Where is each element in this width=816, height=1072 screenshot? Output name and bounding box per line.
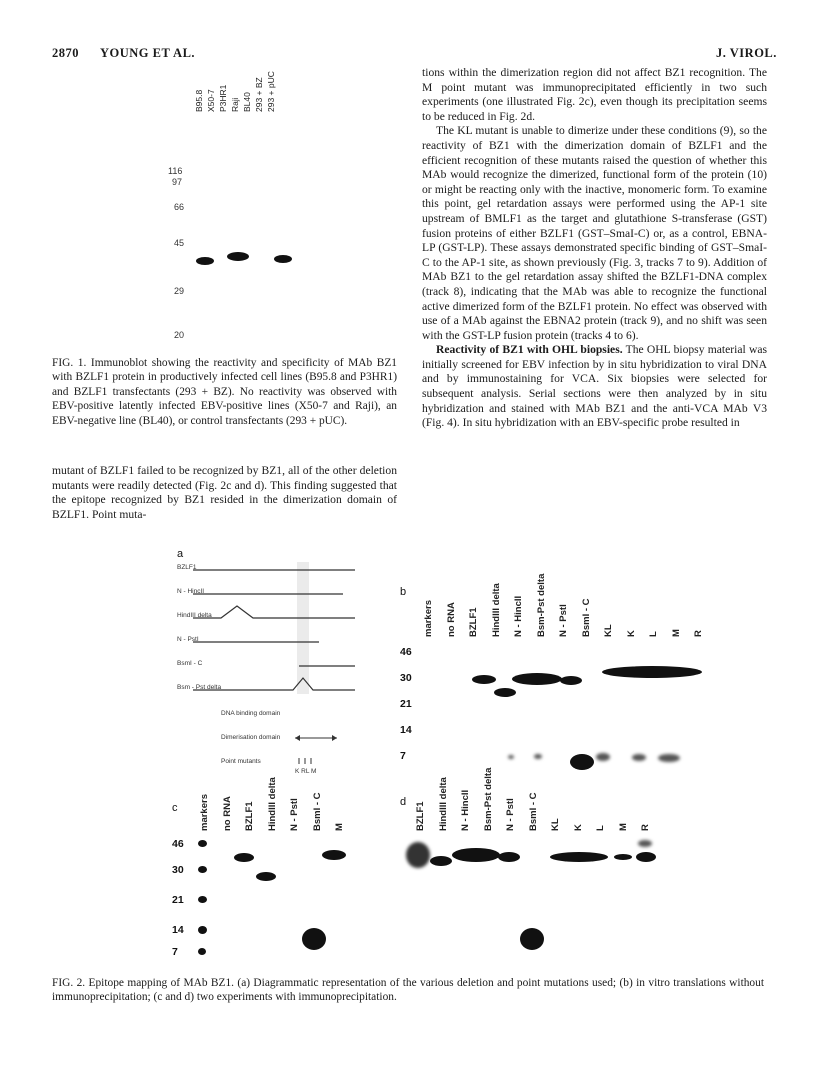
fig1-caption-text: Immunoblot showing the reactivity and specificity of MAb BZ1 with BZLF1 protein in productively infected cell lines (B95.8 and P3HR1) and BZLF1 transfectants (293 + BZ). No reactivity was observed with EBV-positive latently infected EBV-positive lines (X50-7 and Raji), an EBV-negative line (BL40), or control transfectants (293 + pUC).: [52, 357, 398, 427]
mw-7: 7: [400, 750, 406, 762]
fig1-lane-label: P3HR1: [218, 84, 228, 112]
mw-21: 21: [400, 698, 412, 710]
construct-label: HindIII delta: [177, 612, 212, 619]
marker-band: [198, 896, 207, 903]
mw-30: 30: [400, 672, 412, 684]
marker-band: [198, 926, 207, 934]
page-number: 2870: [52, 46, 79, 60]
fig1-caption: [52, 356, 397, 428]
band: [494, 688, 516, 697]
lane-label: BZLF1: [468, 607, 479, 637]
band: [512, 673, 562, 685]
construct-label: BsmI - C: [177, 660, 203, 667]
lane-label: no RNA: [221, 796, 233, 831]
panel-d-letter: d: [400, 796, 407, 808]
lane-label: K: [572, 824, 584, 831]
band: [632, 754, 646, 761]
band: [520, 928, 544, 950]
fig2-panel-b: [400, 548, 704, 783]
lane-label: KL: [550, 818, 561, 831]
fig2-panel-a: [175, 548, 395, 783]
lane-label: M: [334, 823, 345, 831]
band: [614, 854, 632, 860]
fig1-mw-66: 66: [174, 202, 185, 212]
mw-14: 14: [400, 724, 412, 736]
fig1-mw-45: 45: [174, 238, 185, 248]
mw-46: 46: [400, 646, 412, 658]
lane-label: L: [648, 631, 659, 637]
band: [234, 853, 254, 862]
band: [472, 675, 496, 684]
fig1-lane-label: BL40: [242, 92, 252, 112]
lane-label: Bsm-Pst delta: [535, 573, 547, 637]
band: [560, 676, 582, 685]
band: [658, 754, 680, 762]
band: [638, 840, 652, 847]
fig1-lane-label: 293 + BZ: [254, 77, 264, 112]
running-journal: J. VIROL.: [716, 46, 777, 60]
line-hindiii-delta: [193, 606, 355, 618]
marker-band: [198, 840, 207, 847]
mw-7: 7: [172, 946, 178, 958]
marker-band: [198, 948, 206, 955]
fig1-band-293bz: [274, 255, 292, 263]
panel-a-letter: a: [177, 548, 184, 560]
dimerization-shade: [297, 562, 309, 694]
right-paragraph-3-text: The OHL biopsy material was initially screened for EBV infection by in situ hybridization to viral DNA and by immunostaining for VCA. Six biopsies were selected for subsequent analysis. Serial sections were then analyzed by in situ hybridization and stained with MAb BZ1 and the anti-VCA MAb V3 (Fig. 4). In situ hybridization with an EBV-specific probe resulted in: [422, 343, 767, 430]
fig2-caption-lead: FIG. 2.: [52, 977, 86, 989]
panel-c-letter: c: [172, 802, 178, 814]
lane-label: L: [595, 825, 606, 831]
lane-label: BZLF1: [244, 801, 255, 831]
right-paragraph-1: tions within the dimerization region did not affect BZ1 recognition. The M point mutant was immunoprecipitated efficiently in two such experiments (one illustrated Fig. 2c), even though its precipitation seems to be reduced in Fig. 2d.: [422, 66, 767, 123]
band: [452, 848, 500, 862]
band: [406, 842, 430, 868]
lane-label: BsmI - C: [580, 598, 592, 637]
band: [322, 850, 346, 860]
band: [534, 754, 542, 759]
fig1-band-p3hr1: [227, 252, 249, 261]
lane-label: KL: [603, 624, 614, 637]
lane-label: HindIII delta: [490, 583, 502, 637]
lane-label: N - PstI: [505, 798, 516, 831]
construct-label: N - HincII: [177, 588, 205, 595]
running-authors: YOUNG ET AL.: [100, 46, 196, 60]
lane-label: N - HincII: [513, 595, 524, 637]
arrow-head-left: [295, 735, 300, 741]
construct-lines: [175, 548, 395, 783]
band: [550, 852, 608, 862]
legend-point-mutants: Point mutants: [221, 758, 261, 765]
mw-14: 14: [172, 924, 184, 936]
lane-label: N - PstI: [558, 604, 569, 637]
band: [636, 852, 656, 862]
lane-label: BsmI - C: [527, 792, 539, 831]
legend-dimerisation: Dimerisation domain: [221, 734, 281, 741]
fig1-caption-lead: FIG. 1.: [52, 357, 87, 369]
marker-band: [198, 866, 207, 873]
band: [602, 666, 702, 678]
fig1-lane-label: X50-7: [206, 89, 216, 112]
band: [302, 928, 326, 950]
point-mutant-letters: K RL M: [295, 768, 317, 775]
fig1-mw-97: 97: [172, 177, 183, 187]
fig2-panel-d: [400, 767, 700, 970]
mw-30: 30: [172, 864, 184, 876]
lane-label: R: [693, 630, 704, 637]
left-paragraph: mutant of BZLF1 failed to be recognized by BZ1, all of the other deletion mutants were readily detected (Fig. 2c and d). This finding suggested that the epitope recognized by BZ1 resided in the dimerization domain of BZLF1. Point muta-: [52, 464, 397, 521]
lane-label: BsmI - C: [311, 792, 323, 831]
mw-21: 21: [172, 894, 184, 906]
right-paragraph-3: [422, 343, 767, 431]
band: [596, 753, 610, 761]
lane-label: BZLF1: [415, 801, 426, 831]
lane-label: no RNA: [445, 602, 457, 637]
fig1-band-b95: [196, 257, 214, 265]
lane-label: M: [670, 629, 682, 637]
right-paragraph-2: The KL mutant is unable to dimerize under these conditions (9), so the reactivity of BZ1 with the dimerization domain of BZLF1 and the efficient recognition of these mutants raised the question of whether this MAb would recognize the dimerized, functional form of the protein (10) or might be reacting only with the inactive, monomeric form. To examine this point, gel retardation assays were performed using the AP-1 site upstream of BMLF1 as the target and glutathione S-transferase (GST) fusion proteins of either BZLF1 (GST–SmaI-C) or, as a control, EBNA-LP (GST-LP). These assays demonstrated specific binding of GST–SmaI-C to the AP-1 site, as shown previously (Fig. 3, tracks 7 to 9). Addition of MAb BZ1 to the gel retardation assay shifted the BZLF1-DNA complex (track 8), indicating that the MAb was able to recognize the functional active dimerized form of the BZLF1 protein. No effect was observed with use of a MAb against the EBNA2 protein (track 9), and no shift was seen with the GST-LP fusion protein (tracks 4 to 6).: [422, 124, 767, 342]
section-heading-ohl: Reactivity of BZ1 with OHL biopsies.: [436, 343, 623, 357]
construct-label: Bsm - Pst delta: [177, 684, 222, 691]
fig2-caption-text: Epitope mapping of MAb BZ1. (a) Diagrammatic representation of the various deletion and point mutations used; (b) in vitro translations without immunoprecipitation; (c and d) two experiments with immunoprecipitation.: [52, 977, 764, 1004]
band: [498, 852, 520, 862]
lane-label: R: [640, 824, 651, 831]
band: [430, 856, 452, 866]
panel-b-letter: b: [400, 586, 407, 598]
band: [256, 872, 276, 881]
fig2-panel-c: [172, 777, 362, 970]
fig1-lane-label: Raji: [230, 97, 240, 112]
lane-label: markers: [423, 600, 434, 637]
left-column-text: [52, 464, 397, 522]
band: [570, 754, 594, 770]
construct-label: BZLF1: [177, 564, 197, 571]
lane-label: Bsm-Pst delta: [482, 767, 494, 831]
lane-label: M: [617, 823, 629, 831]
lane-label: markers: [199, 794, 210, 831]
construct-label: N - PstI: [177, 636, 199, 643]
lane-label: N - HincII: [460, 789, 471, 831]
fig2-caption: [52, 976, 764, 1005]
lane-label: HindIII delta: [437, 777, 449, 831]
fig1-lane-label: 293 + pUC: [266, 71, 276, 112]
fig1-mw-116: 116: [168, 166, 183, 176]
right-column-text: [422, 66, 767, 431]
fig1-mw-29: 29: [174, 286, 185, 296]
mw-46: 46: [172, 838, 184, 850]
fig1-lane-label: B95.8: [194, 89, 204, 112]
line-bsm-pst-delta: [193, 678, 355, 690]
lane-label: K: [625, 630, 637, 637]
arrow-head-right: [332, 735, 337, 741]
fig1-mw-20: 20: [174, 330, 185, 340]
legend-dna-binding: DNA binding domain: [221, 710, 281, 717]
fig1-blot: [160, 71, 360, 340]
band: [508, 755, 514, 759]
lane-label: N - PstI: [289, 798, 300, 831]
lane-label: HindIII delta: [266, 777, 278, 831]
